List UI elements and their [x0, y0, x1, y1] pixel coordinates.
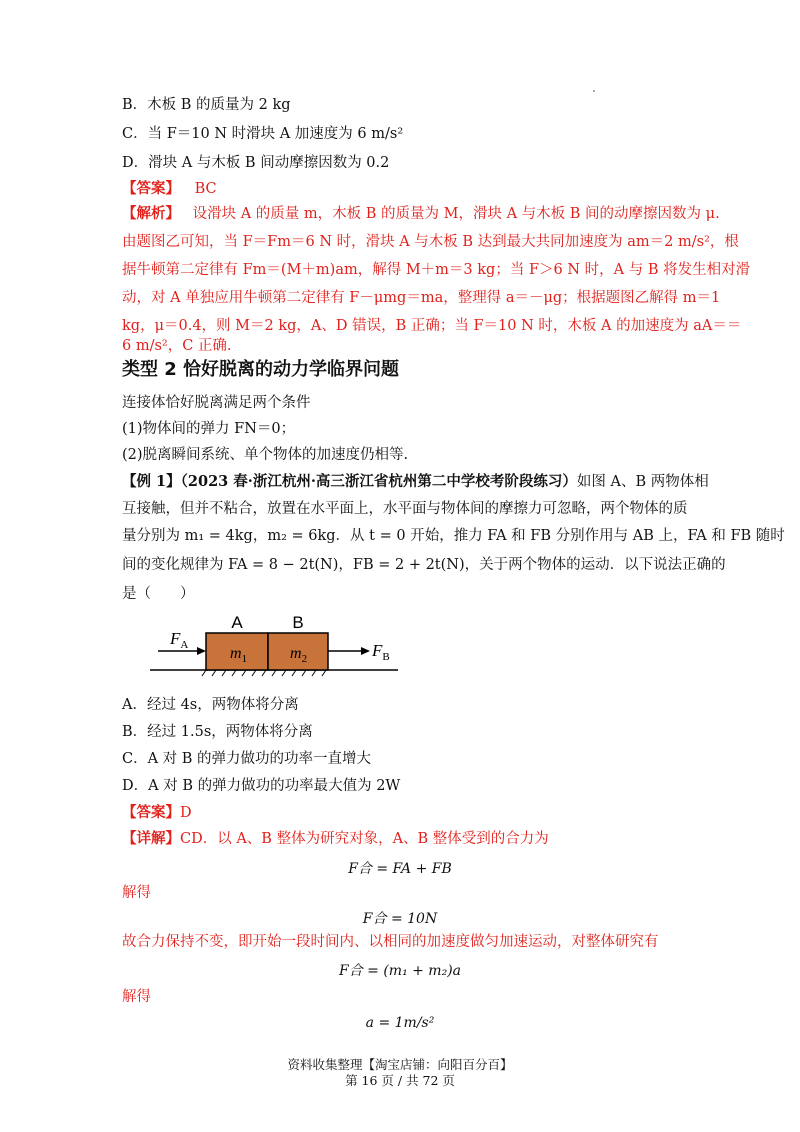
solve-2: 解得: [122, 989, 151, 1005]
equation-3: F合 = (m₁ + m₂)a: [338, 963, 462, 979]
intro-line-1: 连接体恰好脱离满足两个条件: [122, 395, 311, 411]
block-a-label: A: [231, 613, 243, 632]
example-source: （2023 春·浙江杭州·高三浙江省杭州第二中学校考阶段练习）: [180, 473, 577, 490]
example-line-4: 间的变化规律为 FA = 8 − 2t(N)，FB = 2 + 2t(N)，关于两个物体的运动．以下说法正确的: [122, 557, 726, 573]
answer-value: BC: [194, 181, 217, 197]
ground-hatch: [202, 670, 326, 676]
scan-dot: [593, 90, 595, 92]
equation-4: a = 1m/s²: [365, 1015, 435, 1031]
section-heading: 类型 2 恰好脱离的动力学临界问题: [122, 359, 400, 380]
analysis-line-3: 据牛顿第二定律有 Fm＝(M＋m)am，解得 M＋m＝3 kg；当 F＞6 N 时，A 与 B 将发生相对滑: [122, 262, 751, 278]
choice-b: B．经过 1.5s，两物体将分离: [122, 724, 313, 740]
force-a-arrowhead: [197, 647, 206, 655]
analysis-text: 设滑块 A 的质量 m，木板 B 的质量为 M，滑块 A 与木板 B 间的动摩擦因数为 μ.: [192, 206, 720, 222]
analysis-label: 【解析】: [122, 205, 180, 222]
mass-1: $m_1$: [230, 645, 248, 665]
footer-source: 资料收集整理【淘宝店铺：向阳百分百】: [287, 1057, 513, 1072]
option-c-prev: C．当 F＝10 N 时滑块 A 加速度为 6 m/s²: [122, 126, 404, 142]
example-text: 如图 A、B 两物体相: [576, 474, 709, 490]
analysis-line-1: [122, 204, 720, 224]
equation-1: F合 = FA + FB: [348, 861, 452, 877]
analysis-line-2: 由题图乙可知，当 F＝Fm＝6 N 时，滑块 A 与木板 B 达到最大共同加速度为 am＝2 m/s²，根: [122, 234, 739, 250]
equation-2: F合 = 10N: [362, 911, 438, 927]
answer-2: [122, 803, 192, 823]
detail-line: [122, 829, 549, 849]
solve-1: 解得: [122, 885, 151, 901]
example-label: 【例 1】: [122, 473, 181, 490]
detail-text: CD．以 A、B 整体为研究对象，A、B 整体受到的合力为: [180, 831, 549, 847]
answer2-value: D: [180, 805, 192, 821]
option-d-prev: D．滑块 A 与木板 B 间动摩擦因数为 0.2: [122, 155, 390, 171]
blocks-figure: [150, 608, 410, 678]
analysis-line-6: 6 m/s²，C 正确.: [122, 338, 232, 354]
mass-2: $m_2$: [290, 645, 308, 665]
choice-a: A．经过 4s，两物体将分离: [122, 697, 299, 713]
block-b-label: B: [292, 613, 304, 632]
force-a-label: $F_A$: [170, 629, 189, 651]
answer2-label: 【答案】: [122, 804, 180, 821]
detail-label: 【详解】: [122, 830, 180, 847]
example-line-2: 互接触，但并不粘合，放置在水平面上，水平面与物体间的摩擦力可忽略，两个物体的质: [122, 501, 688, 517]
intro-line-3: (2)脱离瞬间系统、单个物体的加速度仍相等.: [122, 447, 409, 463]
footer-page-number: 第 16 页 / 共 72 页: [345, 1073, 455, 1088]
force-b-arrowhead: [361, 647, 370, 655]
analysis-line-4: 动，对 A 单独应用牛顿第二定律有 F－μmg＝ma，整理得 a＝－μg；根据题图乙解得 m＝1: [122, 290, 721, 306]
answer-1: [122, 179, 217, 199]
detail-text-2: 故合力保持不变，即开始一段时间内、以相同的加速度做匀加速运动，对整体研究有: [122, 934, 659, 950]
force-b-label: $F_B$: [372, 641, 390, 663]
option-b-prev: B．木板 B 的质量为 2 kg: [122, 97, 291, 113]
example-line-3: 量分别为 m₁ = 4kg，m₂ = 6kg．从 t = 0 开始，推力 FA 和 FB 分别作用与 AB 上，FA 和 FB 随时: [122, 528, 785, 544]
analysis-line-5: kg，μ＝0.4，则 M＝2 kg，A、D 错误，B 正确；当 F＝10 N 时，木板 A 的加速度为 aA＝＝: [122, 318, 742, 334]
intro-line-2: (1)物体间的弹力 FN＝0；: [122, 421, 296, 437]
example-line-1: [122, 472, 709, 492]
answer-label: 【答案】: [122, 180, 180, 197]
choice-c: C．A 对 B 的弹力做功的功率一直增大: [122, 751, 372, 767]
choice-d: D．A 对 B 的弹力做功的功率最大值为 2W: [122, 778, 401, 794]
example-line-5: 是（ ）: [122, 586, 195, 602]
